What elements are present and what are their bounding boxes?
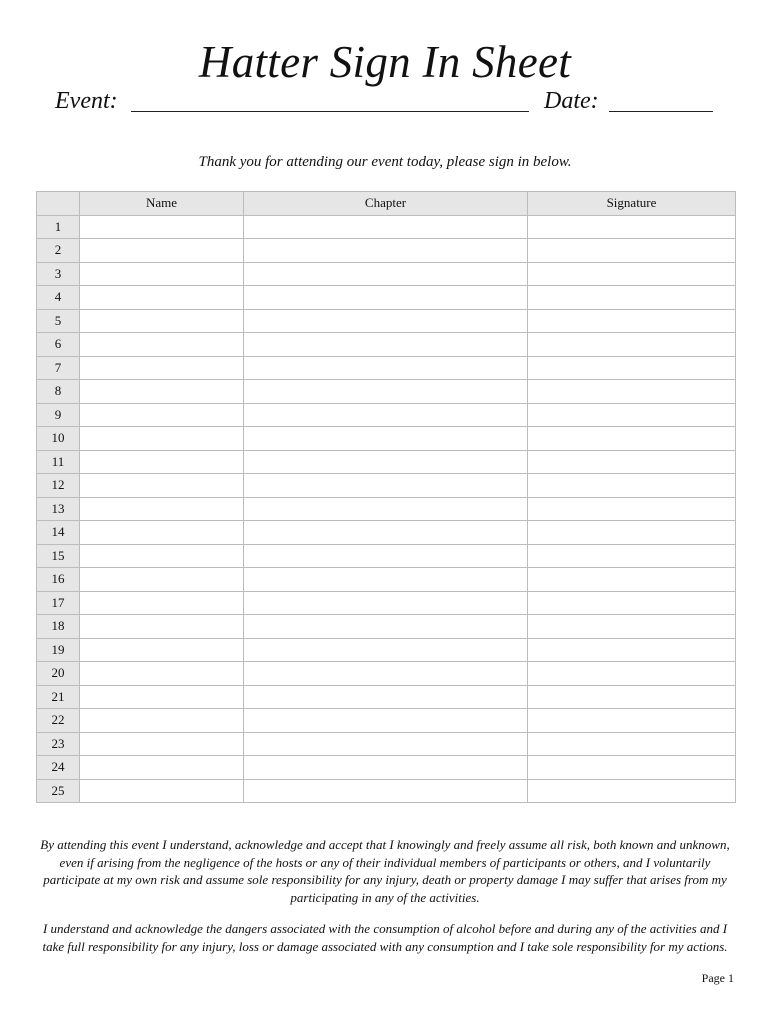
table-row	[37, 779, 736, 803]
row-number: 10	[37, 427, 80, 451]
name-cell[interactable]	[80, 662, 244, 686]
signature-cell[interactable]	[528, 756, 736, 780]
table-body	[37, 215, 736, 803]
name-cell[interactable]	[80, 615, 244, 639]
chapter-cell[interactable]	[244, 756, 528, 780]
row-number: 1	[37, 215, 80, 239]
chapter-cell[interactable]	[244, 615, 528, 639]
event-blank-line[interactable]	[131, 111, 529, 112]
header-chapter: Chapter	[244, 192, 528, 216]
disclaimer-paragraph-1: By attending this event I understand, acknowledge and accept that I knowingly and freely assume all risk, both known and unknown, even if arising from the negligence of the hosts or any of their individual members of participants or others, and I voluntarily participate at my own risk and assume sole responsibility for any injury, death or property damage I may suffer that arises from my participating in any of the activities.	[40, 837, 730, 905]
signature-cell[interactable]	[528, 333, 736, 357]
chapter-cell[interactable]	[244, 568, 528, 592]
name-cell[interactable]	[80, 544, 244, 568]
row-number: 4	[37, 286, 80, 310]
event-label: Event:	[55, 88, 118, 114]
name-cell[interactable]	[80, 380, 244, 404]
signature-cell[interactable]	[528, 403, 736, 427]
table-row	[37, 286, 736, 310]
row-number: 14	[37, 521, 80, 545]
header-signature: Signature	[528, 192, 736, 216]
signature-cell[interactable]	[528, 568, 736, 592]
chapter-cell[interactable]	[244, 403, 528, 427]
disclaimer-paragraph-2: I understand and acknowledge the dangers associated with the consumption of alcohol before and during any of the activities and I take full responsibility for any injury, loss or damage associated with any consumption and I take sole responsibility for my actions.	[42, 921, 728, 954]
table-header-row	[37, 192, 736, 216]
name-cell[interactable]	[80, 239, 244, 263]
signature-cell[interactable]	[528, 356, 736, 380]
row-number: 3	[37, 262, 80, 286]
name-cell[interactable]	[80, 403, 244, 427]
name-cell[interactable]	[80, 309, 244, 333]
name-cell[interactable]	[80, 286, 244, 310]
signature-cell[interactable]	[528, 427, 736, 451]
chapter-cell[interactable]	[244, 779, 528, 803]
signature-cell[interactable]	[528, 474, 736, 498]
table-row	[37, 732, 736, 756]
signature-cell[interactable]	[528, 615, 736, 639]
table-row	[37, 450, 736, 474]
table-row	[37, 521, 736, 545]
table-row	[37, 615, 736, 639]
signature-cell[interactable]	[528, 521, 736, 545]
chapter-cell[interactable]	[244, 732, 528, 756]
chapter-cell[interactable]	[244, 521, 528, 545]
table-row	[37, 474, 736, 498]
chapter-cell[interactable]	[244, 286, 528, 310]
signature-cell[interactable]	[528, 709, 736, 733]
table-row	[37, 333, 736, 357]
signature-cell[interactable]	[528, 262, 736, 286]
row-number: 11	[37, 450, 80, 474]
name-cell[interactable]	[80, 521, 244, 545]
chapter-cell[interactable]	[244, 215, 528, 239]
signature-cell[interactable]	[528, 239, 736, 263]
table-row	[37, 756, 736, 780]
table-row	[37, 215, 736, 239]
signature-cell[interactable]	[528, 732, 736, 756]
chapter-cell[interactable]	[244, 309, 528, 333]
signature-cell[interactable]	[528, 286, 736, 310]
table-row	[37, 638, 736, 662]
signature-cell[interactable]	[528, 380, 736, 404]
name-cell[interactable]	[80, 333, 244, 357]
chapter-cell[interactable]	[244, 333, 528, 357]
chapter-cell[interactable]	[244, 544, 528, 568]
header-name: Name	[80, 192, 244, 216]
signature-cell[interactable]	[528, 450, 736, 474]
chapter-cell[interactable]	[244, 380, 528, 404]
row-number: 7	[37, 356, 80, 380]
table-row	[37, 568, 736, 592]
row-number: 2	[37, 239, 80, 263]
chapter-cell[interactable]	[244, 239, 528, 263]
name-cell[interactable]	[80, 638, 244, 662]
signature-cell[interactable]	[528, 309, 736, 333]
row-number: 15	[37, 544, 80, 568]
signature-cell[interactable]	[528, 638, 736, 662]
table-row	[37, 497, 736, 521]
signature-cell[interactable]	[528, 544, 736, 568]
signature-cell[interactable]	[528, 497, 736, 521]
row-number: 6	[37, 333, 80, 357]
table-row	[37, 427, 736, 451]
chapter-cell[interactable]	[244, 356, 528, 380]
row-number: 19	[37, 638, 80, 662]
row-number: 16	[37, 568, 80, 592]
disclaimer	[38, 836, 732, 969]
signature-cell[interactable]	[528, 779, 736, 803]
page-number: Page 1	[701, 971, 734, 985]
name-cell[interactable]	[80, 450, 244, 474]
table-row	[37, 591, 736, 615]
chapter-cell[interactable]	[244, 591, 528, 615]
name-cell[interactable]	[80, 568, 244, 592]
row-number: 23	[37, 732, 80, 756]
name-cell[interactable]	[80, 474, 244, 498]
signature-cell[interactable]	[528, 591, 736, 615]
date-blank-line[interactable]	[609, 111, 713, 112]
table-row	[37, 662, 736, 686]
signature-cell[interactable]	[528, 215, 736, 239]
name-cell[interactable]	[80, 591, 244, 615]
page-title: Hatter Sign In Sheet	[198, 37, 572, 87]
row-number: 24	[37, 756, 80, 780]
date-label: Date:	[544, 88, 599, 114]
row-number: 13	[37, 497, 80, 521]
event-date-fields	[55, 86, 735, 116]
name-cell[interactable]	[80, 732, 244, 756]
name-cell[interactable]	[80, 262, 244, 286]
name-cell[interactable]	[80, 756, 244, 780]
table-row	[37, 262, 736, 286]
name-cell[interactable]	[80, 497, 244, 521]
chapter-cell[interactable]	[244, 709, 528, 733]
signature-cell[interactable]	[528, 685, 736, 709]
name-cell[interactable]	[80, 215, 244, 239]
row-number: 12	[37, 474, 80, 498]
thank-you-message: Thank you for attending our event today, please sign in below.	[198, 154, 572, 170]
chapter-cell[interactable]	[244, 450, 528, 474]
table-row	[37, 544, 736, 568]
name-cell[interactable]	[80, 356, 244, 380]
table-row	[37, 403, 736, 427]
signature-cell[interactable]	[528, 662, 736, 686]
row-number: 21	[37, 685, 80, 709]
chapter-cell[interactable]	[244, 662, 528, 686]
name-cell[interactable]	[80, 779, 244, 803]
row-number: 20	[37, 662, 80, 686]
chapter-cell[interactable]	[244, 262, 528, 286]
sign-in-table	[36, 191, 736, 803]
table-row	[37, 685, 736, 709]
row-number: 9	[37, 403, 80, 427]
row-number: 22	[37, 709, 80, 733]
table-row	[37, 309, 736, 333]
name-cell[interactable]	[80, 427, 244, 451]
chapter-cell[interactable]	[244, 427, 528, 451]
row-number: 25	[37, 779, 80, 803]
name-cell[interactable]	[80, 685, 244, 709]
row-number: 17	[37, 591, 80, 615]
chapter-cell[interactable]	[244, 638, 528, 662]
chapter-cell[interactable]	[244, 497, 528, 521]
row-number: 8	[37, 380, 80, 404]
table-row	[37, 356, 736, 380]
table-row	[37, 380, 736, 404]
row-number: 18	[37, 615, 80, 639]
table-row	[37, 709, 736, 733]
header-number	[37, 192, 80, 216]
chapter-cell[interactable]	[244, 685, 528, 709]
table-row	[37, 239, 736, 263]
chapter-cell[interactable]	[244, 474, 528, 498]
name-cell[interactable]	[80, 709, 244, 733]
row-number: 5	[37, 309, 80, 333]
